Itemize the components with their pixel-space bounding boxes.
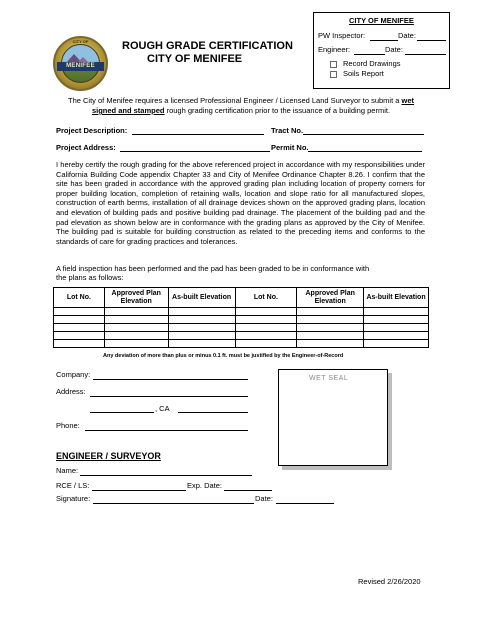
- table-cell[interactable]: [364, 308, 429, 316]
- city-seal-logo: [53, 36, 108, 91]
- project-description-field[interactable]: [132, 134, 264, 135]
- name-label: Name:: [56, 466, 79, 475]
- record-drawings-checkbox[interactable]: [330, 61, 337, 68]
- table-cell[interactable]: [54, 332, 105, 340]
- office-box-heading: CITY OF MENIFEE: [349, 16, 414, 25]
- table-cell[interactable]: [297, 308, 364, 316]
- header-lot-no-1: Lot No.: [54, 288, 105, 308]
- table-cell[interactable]: [235, 324, 297, 332]
- intro-emph-signed: signed and stamped: [91, 106, 165, 115]
- table-cell[interactable]: [235, 332, 297, 340]
- table-cell[interactable]: [168, 308, 235, 316]
- office-use-box: [313, 12, 450, 89]
- table-cell[interactable]: [168, 324, 235, 332]
- exp-date-label: Exp. Date:: [187, 481, 223, 490]
- table-cell[interactable]: [364, 324, 429, 332]
- table-cell[interactable]: [104, 324, 168, 332]
- table-cell[interactable]: [297, 332, 364, 340]
- record-drawings-option[interactable]: [330, 59, 401, 68]
- engineer-surveyor-heading: ENGINEER / SURVEYOR: [56, 451, 161, 461]
- project-address-field[interactable]: [120, 151, 270, 152]
- project-address-label: Project Address:: [56, 143, 116, 152]
- certification-paragraph: I hereby certify the rough grading for the above referenced project in accordance with my responsibilities under California Building Code appendix Chapter 33 and City of Menifee Ordinance Chapter 8.26. I confirm that the site has been graded in accordance with the approved grading plan including location of property corners for proper building location, completion of retaining walls, location and slope ratio for all manufactured slopes, construction of earth berms, installation of all drainage devices shown on the approved grading plans, location and elevation of building pads and positive building pad drainage. The placement of the building pad and the pad elevation as shown below are in conformance with the grading plans as approved by the City of Menifee. The building pad is suitable for building construction as related to the preceding items and conforms to the standards of care for grading practices and tolerances.: [56, 160, 425, 246]
- table-cell[interactable]: [235, 340, 297, 348]
- intro-part1: The City of Menifee requires a licensed Professional Engineer / Licensed Land Surveyor to submit a: [67, 96, 402, 105]
- table-cell[interactable]: [168, 316, 235, 324]
- phone-label: Phone:: [56, 421, 80, 430]
- permit-label: Permit No.: [271, 143, 309, 152]
- table-cell[interactable]: [297, 316, 364, 324]
- intro-paragraph: [56, 96, 426, 116]
- elevation-table: [53, 287, 429, 348]
- intro-emph-wet: wet: [401, 96, 415, 105]
- table-cell[interactable]: [168, 332, 235, 340]
- engineer-date-field[interactable]: [405, 54, 446, 55]
- engineer-label: Engineer:: [318, 45, 351, 54]
- revised-date: Revised 2/26/2020: [358, 577, 421, 586]
- wet-seal-box: [278, 369, 388, 466]
- table-row: [54, 316, 429, 324]
- city-field[interactable]: [90, 412, 154, 413]
- header-lot-no-2: Lot No.: [235, 288, 297, 308]
- company-field[interactable]: [93, 379, 248, 380]
- tract-field[interactable]: [303, 134, 424, 135]
- table-row: [54, 308, 429, 316]
- pw-date-field[interactable]: [417, 40, 446, 41]
- header-approved-elev-2: Approved Plan Elevation: [297, 288, 364, 308]
- exp-date-field[interactable]: [224, 490, 272, 491]
- table-cell[interactable]: [104, 316, 168, 324]
- pw-date-label: Date:: [398, 31, 416, 40]
- form-subtitle: CITY OF MENIFEE: [147, 53, 243, 65]
- header-asbuilt-elev-2: As-built Elevation: [364, 288, 429, 308]
- soils-report-checkbox[interactable]: [330, 71, 337, 78]
- table-cell[interactable]: [364, 340, 429, 348]
- signature-field[interactable]: [93, 503, 254, 504]
- permit-field[interactable]: [308, 151, 422, 152]
- deviation-note: Any deviation of more than plus or minus 0.1 ft. must be justified by the Engineer-of-Record: [103, 353, 344, 359]
- table-cell[interactable]: [235, 308, 297, 316]
- company-label: Company:: [56, 370, 91, 379]
- phone-field[interactable]: [85, 430, 248, 431]
- table-cell[interactable]: [168, 340, 235, 348]
- table-cell[interactable]: [104, 308, 168, 316]
- table-cell[interactable]: [104, 340, 168, 348]
- table-cell[interactable]: [104, 332, 168, 340]
- rce-ls-label: RCE / LS:: [56, 481, 90, 490]
- address-line1-field[interactable]: [90, 396, 248, 397]
- form-title: ROUGH GRADE CERTIFICATION: [122, 40, 293, 52]
- logo-top-text: CITY OF: [72, 39, 89, 44]
- signature-date-label: Date:: [255, 494, 273, 503]
- inspection-text-line1: A field inspection has been performed and the pad has been graded to be in conformance with: [56, 264, 370, 273]
- table-cell[interactable]: [54, 324, 105, 332]
- state-text: , CA: [155, 404, 170, 413]
- engineer-date-label: Date:: [385, 45, 403, 54]
- zip-field[interactable]: [178, 412, 248, 413]
- address-label: Address:: [56, 387, 86, 396]
- logo-band-text: MENIFEE: [57, 62, 104, 71]
- table-cell[interactable]: [297, 324, 364, 332]
- header-asbuilt-elev-1: As-built Elevation: [168, 288, 235, 308]
- soils-report-option[interactable]: [330, 69, 384, 78]
- pw-inspector-label: PW Inspector:: [318, 31, 366, 40]
- table-row: [54, 340, 429, 348]
- table-cell[interactable]: [54, 308, 105, 316]
- signature-label: Signature:: [56, 494, 91, 503]
- record-drawings-label: Record Drawings: [343, 59, 401, 68]
- table-cell[interactable]: [297, 340, 364, 348]
- header-approved-elev-1: Approved Plan Elevation: [104, 288, 168, 308]
- table-header-row: [54, 288, 429, 308]
- engineer-field[interactable]: [354, 54, 385, 55]
- name-field[interactable]: [80, 475, 252, 476]
- table-row: [54, 332, 429, 340]
- rce-ls-field[interactable]: [92, 490, 186, 491]
- table-cell[interactable]: [364, 316, 429, 324]
- table-cell[interactable]: [54, 316, 105, 324]
- signature-date-field[interactable]: [276, 503, 334, 504]
- tract-label: Tract No.: [271, 126, 304, 135]
- project-description-label: Project Description:: [56, 126, 128, 135]
- table-row: [54, 324, 429, 332]
- table-cell[interactable]: [235, 316, 297, 324]
- intro-part2: rough grading certification prior to the issuance of a building permit.: [164, 106, 391, 115]
- wet-seal-label: WET SEAL: [309, 375, 349, 382]
- inspection-text-line2: the plans as follows:: [56, 273, 124, 282]
- soils-report-label: Soils Report: [343, 69, 384, 78]
- pw-inspector-field[interactable]: [370, 40, 398, 41]
- table-cell[interactable]: [54, 340, 105, 348]
- table-cell[interactable]: [364, 332, 429, 340]
